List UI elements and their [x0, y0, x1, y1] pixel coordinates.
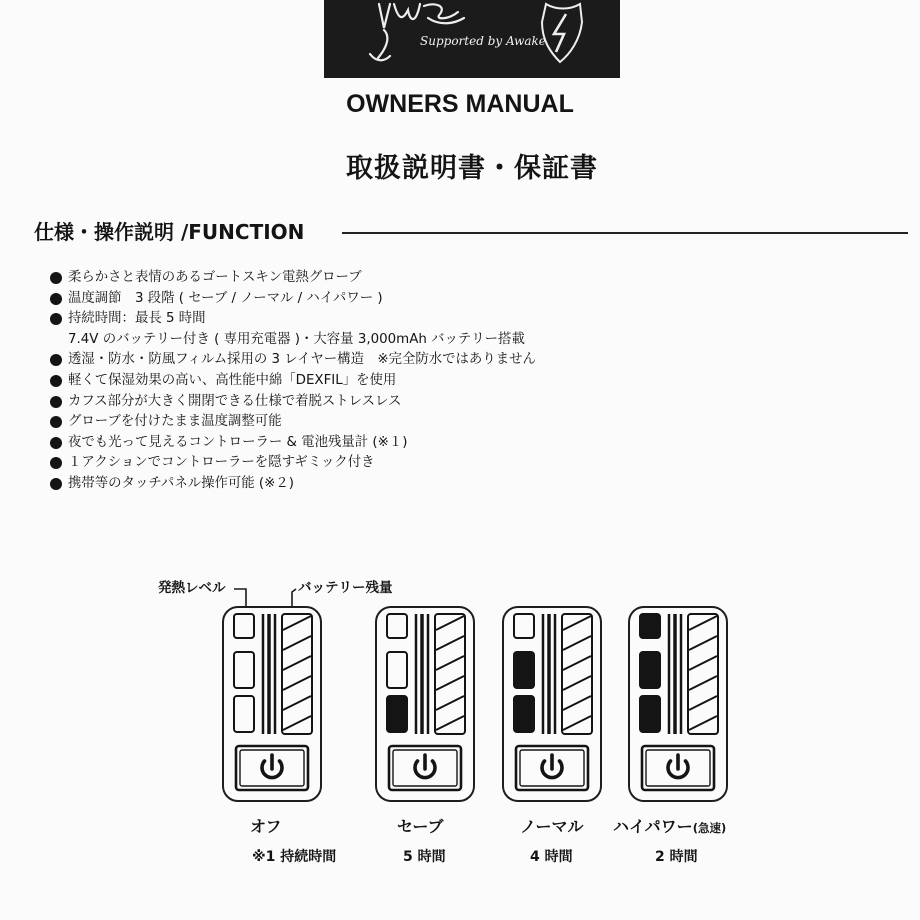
heat-level-callout: 発熱レベル — [158, 580, 226, 596]
manual-title-japanese: 取扱説明書・保証書 — [346, 153, 598, 184]
bullet-icon — [50, 457, 62, 469]
battery-stripe — [563, 696, 591, 710]
heat-level-segment — [640, 696, 660, 732]
spec-item — [50, 412, 536, 433]
spec-item — [50, 371, 536, 392]
mode-label-off — [250, 814, 282, 837]
power-icon — [415, 755, 435, 778]
controller-normal — [502, 606, 602, 802]
heat-level-segment — [514, 614, 534, 638]
power-icon — [668, 755, 688, 778]
battery-stripe — [436, 696, 464, 710]
battery-stripe — [563, 676, 591, 690]
mode-name: ノーマル — [520, 817, 584, 836]
mode-name: ハイパワー — [613, 817, 693, 836]
battery-stripe — [283, 636, 311, 650]
spec-text: カフス部分が大きく開閉できる仕様で着脱ストレスレス — [68, 393, 402, 409]
controller-graphic — [224, 608, 320, 800]
battery-stripe — [436, 636, 464, 650]
logo-subtitle: Supported by Awake — [420, 34, 546, 48]
battery-stripe — [283, 656, 311, 670]
heat-level-segment — [387, 696, 407, 732]
spec-item — [50, 433, 536, 454]
spec-text: 夜でも光って見えるコントローラー & 電池残量計 (※１) — [68, 434, 408, 450]
battery-stripe — [689, 616, 717, 630]
heat-level-segment — [234, 652, 254, 688]
spec-item — [50, 268, 536, 289]
battery-stripe — [436, 716, 464, 730]
spec-text: １アクションでコントローラーを隠すギミック付き — [68, 455, 375, 471]
heat-level-segment — [514, 696, 534, 732]
controller-high-power — [628, 606, 728, 802]
controller-graphic — [630, 608, 726, 800]
spec-item — [50, 350, 536, 371]
bullet-icon — [50, 416, 62, 428]
spec-text: 柔らかさと表情のあるゴートスキン電熱グローブ — [68, 270, 362, 285]
spec-item — [50, 309, 536, 330]
spec-item — [50, 453, 536, 474]
shield-bolt-icon — [542, 4, 582, 62]
mode-name-suffix: (急速) — [692, 821, 727, 835]
controller-off — [222, 606, 322, 802]
battery-stripe — [436, 616, 464, 630]
mode-label-save — [397, 814, 444, 837]
battery-stripe — [563, 716, 591, 730]
controller-graphic — [504, 608, 600, 800]
controller-save — [375, 606, 475, 802]
bullet-icon — [50, 313, 62, 325]
battery-stripe — [689, 656, 717, 670]
battery-gauge — [282, 614, 312, 734]
heat-level-segment — [640, 614, 660, 638]
battery-stripe — [563, 636, 591, 650]
battery-gauge — [562, 614, 592, 734]
bullet-icon — [50, 375, 62, 387]
bullet-icon — [50, 437, 62, 449]
spec-text: 携帯等のタッチパネル操作可能 (※２) — [68, 475, 294, 491]
bullet-icon — [50, 354, 62, 366]
section-heading: 仕様・操作説明 /FUNCTION — [34, 220, 305, 244]
battery-stripe — [689, 716, 717, 730]
duration-label-normal: 4 時間 — [530, 849, 573, 865]
duration-label-save: 5 時間 — [403, 849, 446, 865]
bullet-icon — [50, 396, 62, 408]
battery-stripe — [563, 616, 591, 630]
battery-gauge — [688, 614, 718, 734]
spec-item — [50, 474, 536, 495]
heat-level-segment — [387, 614, 407, 638]
battery-stripe — [689, 696, 717, 710]
battery-stripe — [283, 716, 311, 730]
heat-level-segment — [387, 652, 407, 688]
controller-graphic — [377, 608, 473, 800]
spec-text: 軽くて保湿効果の高い、高性能中綿「DEXFIL」を使用 — [68, 372, 397, 388]
battery-stripe — [436, 656, 464, 670]
brand-logo — [324, 0, 620, 78]
battery-stripe — [563, 656, 591, 670]
battery-stripe — [689, 636, 717, 650]
heat-level-segment — [514, 652, 534, 688]
bullet-icon — [50, 478, 62, 490]
power-icon — [542, 755, 562, 778]
heat-level-segment — [234, 696, 254, 732]
bullet-icon — [50, 293, 62, 305]
mode-label-normal — [520, 814, 584, 837]
spec-item — [50, 392, 536, 413]
battery-callout: バッテリー残量 — [298, 580, 393, 596]
spec-text: 持続時間：最長 5 時間 — [68, 311, 206, 327]
duration-label-high-power: 2 時間 — [655, 849, 698, 865]
battery-gauge — [435, 614, 465, 734]
battery-stripe — [689, 676, 717, 690]
spec-item — [50, 289, 536, 310]
battery-stripe — [283, 616, 311, 630]
mode-name: オフ — [250, 817, 282, 836]
battery-stripe — [283, 696, 311, 710]
duration-label-off: ※1 持続時間 — [252, 849, 337, 865]
spec-text: 温度調節 3 段階 ( セーブ / ノーマル / ハイパワー ) — [68, 290, 383, 306]
power-icon — [262, 755, 282, 778]
spec-text: 7.4V のバッテリー付き ( 専用充電器 )・大容量 3,000mAh バッテリー搭載 — [68, 331, 525, 347]
battery-stripe — [436, 676, 464, 690]
heat-level-segment — [234, 614, 254, 638]
spec-text: 透湿・防水・防風フィルム採用の 3 レイヤー構造 ※完全防水ではありません — [68, 352, 536, 368]
bullet-icon — [50, 272, 62, 284]
battery-stripe — [283, 676, 311, 690]
manual-title-english: OWNERS MANUAL — [346, 90, 574, 118]
mode-label-high-power — [613, 814, 726, 837]
spec-item — [50, 330, 536, 351]
heat-level-segment — [640, 652, 660, 688]
section-divider — [342, 232, 908, 234]
spec-text: グローブを付けたまま温度調整可能 — [68, 414, 282, 430]
mode-name: セーブ — [397, 817, 444, 836]
spec-list — [50, 268, 536, 495]
